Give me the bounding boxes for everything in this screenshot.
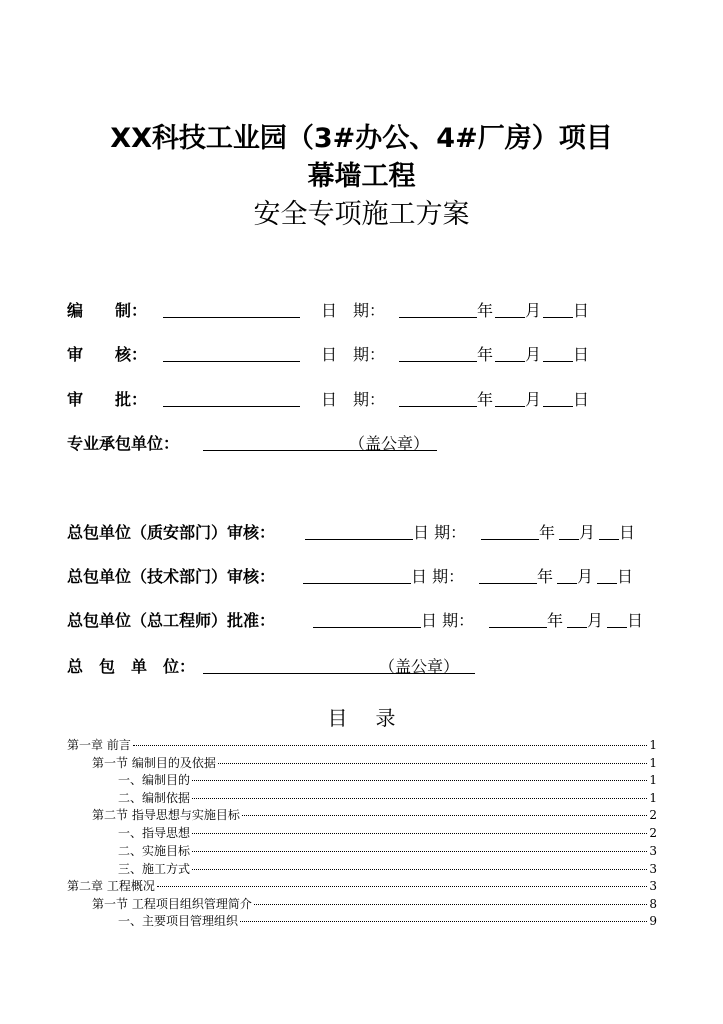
- gc-row-label: 总包单位（技术部门）审核：: [67, 567, 276, 586]
- toc-leader: [254, 904, 648, 905]
- toc-entry-text: 三、施工方式: [118, 862, 191, 876]
- year-label: 年: [477, 390, 494, 409]
- toc-entry-text: 第二章 工程概况: [67, 879, 155, 893]
- toc-entry-text: 第一节 工程项目组织管理简介: [92, 897, 252, 911]
- document-subtitle: 幕墙工程: [307, 161, 416, 192]
- year-label: 年: [547, 611, 564, 630]
- signature-blank[interactable]: [163, 298, 300, 318]
- day-label: 日: [619, 523, 636, 542]
- year-label: 年: [477, 301, 494, 320]
- toc-leader: [192, 798, 647, 799]
- toc-title: 目录: [327, 706, 424, 730]
- month-blank[interactable]: [495, 387, 525, 407]
- toc-entry[interactable]: [118, 843, 657, 860]
- day-label: 日: [627, 611, 644, 630]
- toc-entry[interactable]: [92, 807, 657, 824]
- toc-entry-text: 第一章 前言: [67, 738, 131, 752]
- gc-row-label: 总包单位（总工程师）批准：: [67, 611, 276, 630]
- toc-entry[interactable]: [92, 755, 657, 772]
- signature-blank[interactable]: [163, 342, 300, 362]
- signature-blank[interactable]: [313, 608, 421, 628]
- day-label: 日: [573, 345, 590, 364]
- toc-entry-text: 二、实施目标: [118, 844, 191, 858]
- sign-row-label: 审 批：: [67, 390, 148, 409]
- toc-page: 9: [649, 914, 657, 928]
- month-label: 月: [525, 301, 542, 320]
- signature-blank[interactable]: [163, 387, 300, 407]
- toc-page: 1: [649, 738, 657, 752]
- signature-blank[interactable]: [303, 564, 411, 584]
- day-blank[interactable]: [543, 342, 573, 362]
- gc-row-label: 总包单位（质安部门）审核：: [67, 523, 276, 542]
- toc-entry[interactable]: [118, 772, 657, 789]
- month-label: 月: [587, 611, 604, 630]
- toc-entry[interactable]: [67, 878, 657, 895]
- toc-entry-text: 一、编制目的: [118, 773, 191, 787]
- toc-entry[interactable]: [118, 861, 657, 878]
- sign-row-label: 审 核：: [67, 345, 148, 364]
- date-label: 日 期：: [321, 390, 386, 409]
- seal-label: （盖公章）: [349, 434, 430, 453]
- toc-page: 1: [649, 791, 657, 805]
- date-label: 日 期：: [321, 345, 386, 364]
- day-blank[interactable]: [597, 564, 617, 584]
- year-blank[interactable]: [399, 387, 477, 407]
- toc-leader: [157, 886, 648, 887]
- day-blank[interactable]: [543, 298, 573, 318]
- toc-page: 1: [649, 773, 657, 787]
- month-label: 月: [525, 390, 542, 409]
- year-blank[interactable]: [399, 298, 477, 318]
- day-blank[interactable]: [607, 608, 627, 628]
- year-blank[interactable]: [399, 342, 477, 362]
- toc-entry-text: 一、指导思想: [118, 826, 191, 840]
- toc-page: 8: [649, 897, 657, 911]
- sign-row-label: 编 制：: [67, 301, 148, 320]
- date-label: 日 期：: [421, 611, 475, 630]
- month-blank[interactable]: [495, 298, 525, 318]
- toc-page: 1: [649, 756, 657, 770]
- toc-leader: [192, 851, 647, 852]
- year-label: 年: [477, 345, 494, 364]
- toc-leader: [240, 921, 647, 922]
- toc-entry[interactable]: [67, 737, 657, 754]
- document-title: XX科技工业园（3#办公、4#厂房）项目: [110, 123, 613, 154]
- month-label: 月: [525, 345, 542, 364]
- month-label: 月: [579, 523, 596, 542]
- toc-leader: [192, 833, 647, 834]
- toc-entry[interactable]: [118, 825, 657, 842]
- day-label: 日: [573, 301, 590, 320]
- seal-label: （盖公章）: [379, 657, 460, 676]
- toc-entry-text: 二、编制依据: [118, 791, 191, 805]
- month-blank[interactable]: [567, 608, 587, 628]
- year-label: 年: [537, 567, 554, 586]
- year-label: 年: [539, 523, 556, 542]
- month-blank[interactable]: [557, 564, 577, 584]
- toc-entry[interactable]: [118, 790, 657, 807]
- date-label: 日 期：: [321, 301, 386, 320]
- toc-leader: [192, 869, 647, 870]
- toc-entry-text: 第一节 编制目的及依据: [92, 756, 216, 770]
- day-blank[interactable]: [599, 520, 619, 540]
- date-label: 日 期：: [411, 567, 465, 586]
- toc-page: 3: [649, 844, 657, 858]
- signature-blank[interactable]: [305, 520, 413, 540]
- toc-leader: [192, 780, 647, 781]
- toc-page: 2: [649, 826, 657, 840]
- month-blank[interactable]: [495, 342, 525, 362]
- toc-entry[interactable]: [118, 913, 657, 930]
- date-label: 日 期：: [413, 523, 467, 542]
- document-plan-title: 安全专项施工方案: [253, 199, 470, 230]
- toc-page: 2: [649, 808, 657, 822]
- year-blank[interactable]: [489, 608, 547, 628]
- day-blank[interactable]: [543, 387, 573, 407]
- toc-entry-text: 一、主要项目管理组织: [118, 914, 239, 928]
- toc-page: 3: [649, 879, 657, 893]
- toc-page: 3: [649, 862, 657, 876]
- day-label: 日: [573, 390, 590, 409]
- subcontractor-label: 专业承包单位：: [67, 434, 180, 453]
- month-blank[interactable]: [559, 520, 579, 540]
- toc-leader: [242, 815, 648, 816]
- year-blank[interactable]: [481, 520, 539, 540]
- year-blank[interactable]: [479, 564, 537, 584]
- toc-entry[interactable]: [92, 896, 657, 913]
- day-label: 日: [617, 567, 634, 586]
- toc-leader: [218, 763, 648, 764]
- month-label: 月: [577, 567, 594, 586]
- toc-entry-text: 第二节 指导思想与实施目标: [92, 808, 240, 822]
- toc-leader: [133, 745, 648, 746]
- general-contractor-label: 总 包 单 位：: [67, 657, 196, 676]
